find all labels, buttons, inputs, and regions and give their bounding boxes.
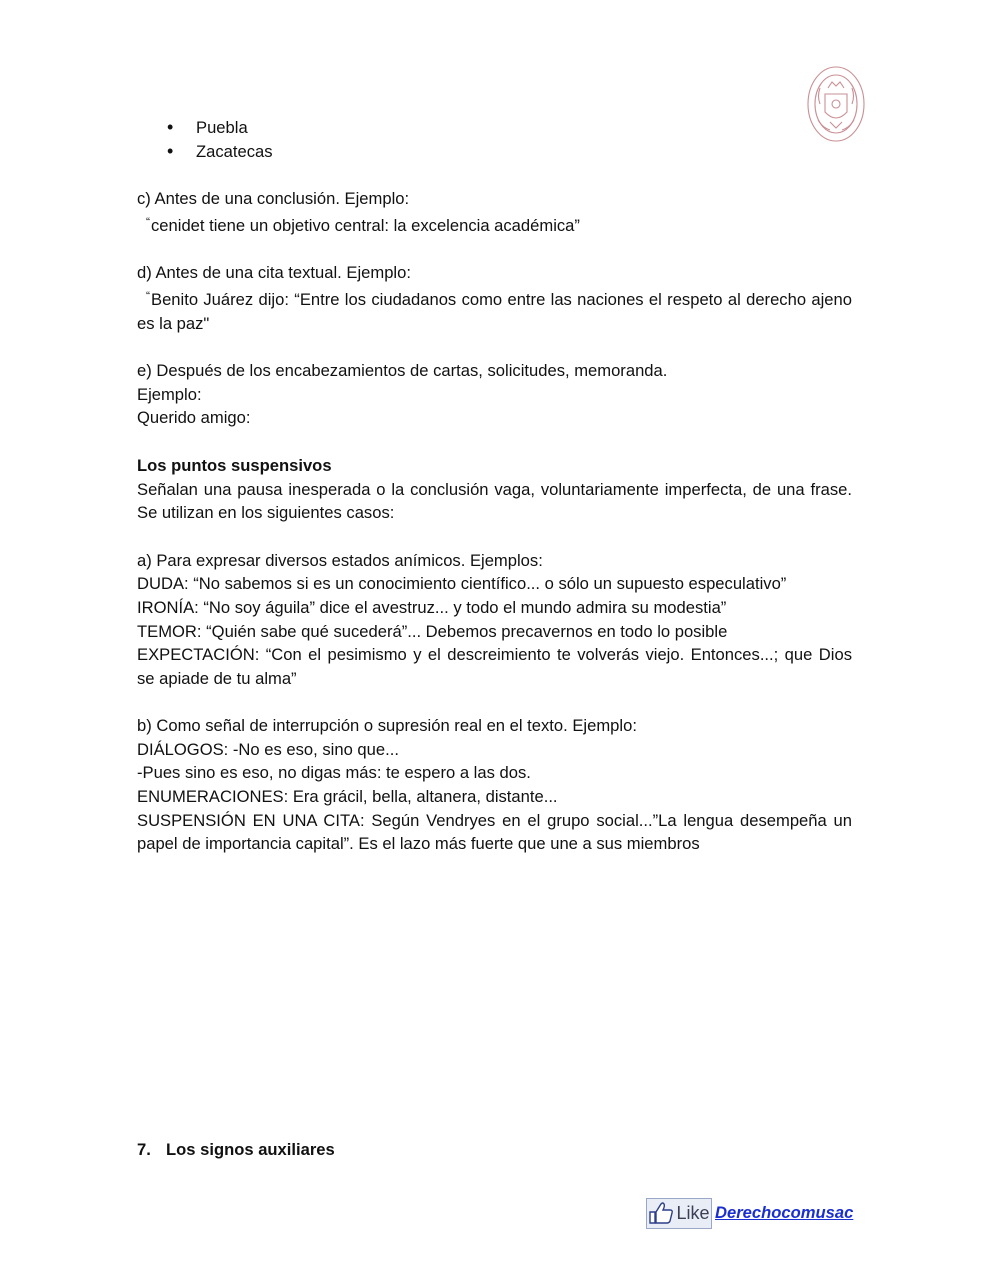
- a-item-duda: DUDA: “No sabemos si es un conocimiento científico... o sólo un supuesto especulativo”: [137, 574, 787, 594]
- list-item: • Puebla: [137, 116, 852, 140]
- footer: [646, 1197, 853, 1229]
- d-quote-mark: “: [146, 288, 150, 303]
- suspensivos-intro: Señalan una pausa inesperada o la conclusión vaga, voluntariamente imperfecta, de una frase. Se utilizan en los siguientes casos:: [137, 479, 852, 523]
- like-label: Like: [676, 1202, 710, 1223]
- suspensivos-title: Los puntos suspensivos: [137, 455, 332, 475]
- d-heading: d) Antes de una cita textual. Ejemplo:: [137, 263, 411, 283]
- thumbs-up-icon: [648, 1201, 674, 1225]
- derechocomusac-link[interactable]: Derechocomusac: [715, 1203, 854, 1222]
- e-heading: e) Después de los encabezamientos de cartas, solicitudes, memoranda.: [137, 361, 668, 381]
- document-body: [137, 116, 852, 856]
- b-item-dialogos: DIÁLOGOS: -No es eso, sino que...: [137, 739, 399, 759]
- b-heading: b) Como señal de interrupción o supresión real en el texto. Ejemplo:: [137, 716, 637, 736]
- section-title: Los signos auxiliares: [166, 1140, 335, 1159]
- list-item: • Zacatecas: [137, 140, 852, 164]
- b-item-enumeraciones: ENUMERACIONES: Era grácil, bella, altanera, distante...: [137, 787, 558, 807]
- a-item-temor: TEMOR: “Quién sabe qué sucederá”... Debemos precavernos en todo lo posible: [137, 621, 728, 641]
- city-bullet-list: [137, 116, 852, 163]
- c-example: [137, 211, 852, 238]
- c-quote: cenidet tiene un objetivo central: la excelencia académica”: [151, 215, 580, 235]
- a-item-expectacion: EXPECTACIÓN: “Con el pesimismo y el descreimiento te volverás viejo. Entonces...; que Dios se apiade de tu alma”: [137, 645, 852, 688]
- c-quote-mark: “: [146, 214, 150, 229]
- a-heading: a) Para expresar diversos estados anímicos. Ejemplos:: [137, 550, 543, 570]
- d-quote: Benito Juárez dijo: “Entre los ciudadanos como entre las naciones el respeto al derecho ajeno es la paz": [137, 289, 852, 333]
- section-heading: [137, 1139, 335, 1161]
- b-item-dialogo-reply: -Pues sino es eso, no digas más: te espero a las dos.: [137, 763, 531, 783]
- d-example: [137, 285, 852, 335]
- like-button[interactable]: [646, 1198, 712, 1229]
- e-example: Querido amigo:: [137, 408, 251, 428]
- c-heading: c) Antes de una conclusión. Ejemplo:: [137, 189, 410, 209]
- e-example-label: Ejemplo:: [137, 384, 202, 404]
- section-number: 7.: [137, 1140, 151, 1159]
- a-item-ironia: IRONÍA: “No soy águila” dice el avestruz... y todo el mundo admira su modestia”: [137, 597, 727, 617]
- b-item-suspension: SUSPENSIÓN EN UNA CITA: Según Vendryes en el grupo social...”La lengua desempeña un papel de importancia capital”. Es el lazo más fuerte que une a sus miembros: [137, 810, 852, 854]
